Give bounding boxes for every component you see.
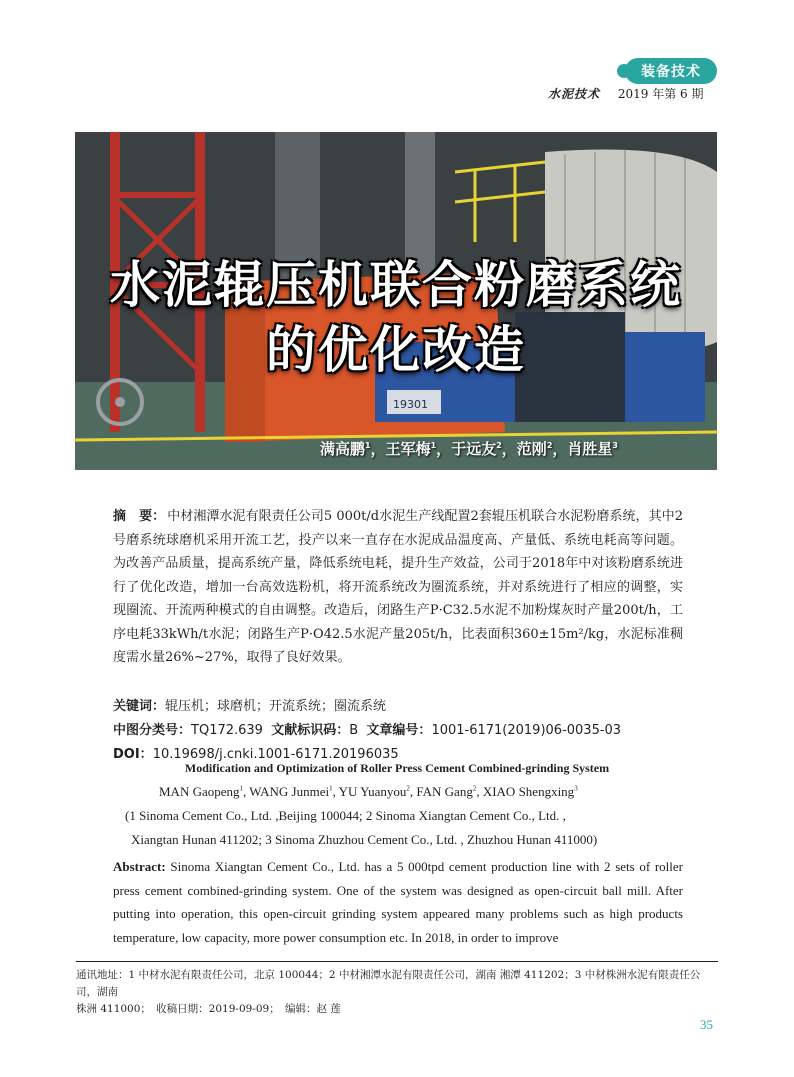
author-en-name: YU Yuanyou [338,784,407,799]
author-en-affiliation: 2 [406,784,410,793]
author-cn-affiliation: 1 [364,441,371,450]
abstract-label: 摘 要： [113,509,166,524]
english-title: Modification and Optimization of Roller Press Cement Combined-grinding System [184,761,610,775]
author-cn-affiliation: 1 [430,441,437,450]
abstract-cn [113,505,683,670]
journal-issue: 2019 年第 6 期 [617,87,704,101]
author-cn-affiliation: 2 [496,441,502,450]
keywords-text: 辊压机；球磨机；开流系统；圈流系统 [165,699,387,714]
clc-label: 中图分类号： [113,723,192,738]
author-cn-name: 肖胜星 [567,440,613,458]
footnote-line2: 株洲 411000； 收稿日期：2019-09-09； 编辑：赵 莲 [76,1003,341,1015]
doi-value: 10.19698/j.cnki.1001-6171.20196035 [152,747,399,762]
author-en-affiliation: 1 [239,784,244,793]
author-cn-affiliation: 3 [612,441,618,450]
author-cn-name: 满高鹏 [319,440,365,458]
page-number: 35 [700,1017,713,1032]
clc-value: TQ172.639 [191,723,263,738]
hero-photo [75,132,717,470]
author-cn-affiliation: 2 [546,441,553,450]
author-cn-name: 于远友 [451,440,497,458]
keywords-cn [113,695,683,719]
journal-header [548,85,703,102]
authors-cn: 满高鹏$^1$，王军梅$^1$，于远友$^2$，范刚$^2$，肖胜星$^3$ [319,440,618,458]
footnote-line1: 通讯地址：1 中材水泥有限责任公司，北京 100044；2 中材湘潭水泥有限责任公司，湖南 湘潭 411202；3 中材株洲水泥有限责任公司，湖南 [76,969,701,998]
abstract-en-text: Sinoma Xiangtan Cement Co., Ltd. has a 5 000tpd cement production line with 2 sets of roller press cement combined-grinding system. One of the system was designed as open-circuit ball mill. After putting into operation, this open-circuit grinding system appeared many problems such as high products temperature, low capacity, more power consumption etc. In 2018, in order to improve [113,859,684,945]
keywords-label: 关键词： [113,699,166,714]
affiliation-line2: Xiangtan Hunan 411202; 3 Sinoma Zhuzhou Cement Co., Ltd. , Zhuzhou Hunan 411000) [131,832,598,847]
footnote-rule [76,961,718,962]
author-cn-name: 范刚 [516,440,547,458]
doc-code-label: 文献标识码： [271,723,350,738]
article-title-line1: 水泥辊压机联合粉磨系统 [110,256,682,314]
article-no-value: 1001-6171(2019)06-0035-03 [431,723,622,738]
author-en-name: XIAO Shengxing [482,784,575,799]
author-en-affiliation: 2 [472,784,477,793]
section-badge: 装备技术 [625,58,717,84]
abstract-en-label: Abstract: [113,859,166,874]
classification-line [113,719,683,743]
affiliation-line1: (1 Sinoma Cement Co., Ltd. ,Beijing 100044; 2 Sinoma Xiangtan Cement Co., Ltd. , [125,808,566,823]
author-en-name: FAN Gang [416,784,473,799]
abstract-en [113,855,683,949]
author-en-affiliation: 3 [574,784,578,793]
doc-code-value: B [349,723,359,738]
author-cn-name: 王军梅 [385,440,431,458]
author-en-affiliation: 1 [329,784,333,793]
doi-label: DOI： [113,747,153,762]
machine-plate: 19301 [393,398,428,411]
article-title-line2: 的优化改造 [266,321,526,379]
journal-name: 水泥技术 [548,87,601,101]
author-en-name: WANG Junmei [249,784,330,799]
abstract-text: 中材湘潭水泥有限责任公司5 000t/d水泥生产线配置2套辊压机联合水泥粉磨系统，其中2号磨系统球磨机采用开流工艺，投产以来一直存在水泥成品温度高、产量低、系统电耗高等问题。为改善产品质量，提高系统产量，降低系统电耗，提升生产效益，公司于2018年中对该粉磨系统进行了优化改造，增加一台高效选粉机，将开流系统改为圈流系统，并对系统进行了相应的调整，实现圈流、开流两种模式的自由调整。改造后，闭路生产P·C32.5水泥不加粉煤灰时产量200t/h，工序电耗33kWh/t水泥；闭路生产P·O42.5水泥产量205t/h，比表面积360±15m²/kg，水泥标准稠度需水量26%~27%，取得了良好效果。 [113,509,683,665]
author-en-name: MAN Gaopeng [159,784,240,799]
authors-en: MAN Gaopeng$^1$, WANG Junmei$^1$, YU Yuanyou$^2$, FAN Gang$^2$, XIAO Shengxing$^3$ [159,784,578,799]
footnote [76,967,716,1018]
article-no-label: 文章编号： [366,723,432,738]
